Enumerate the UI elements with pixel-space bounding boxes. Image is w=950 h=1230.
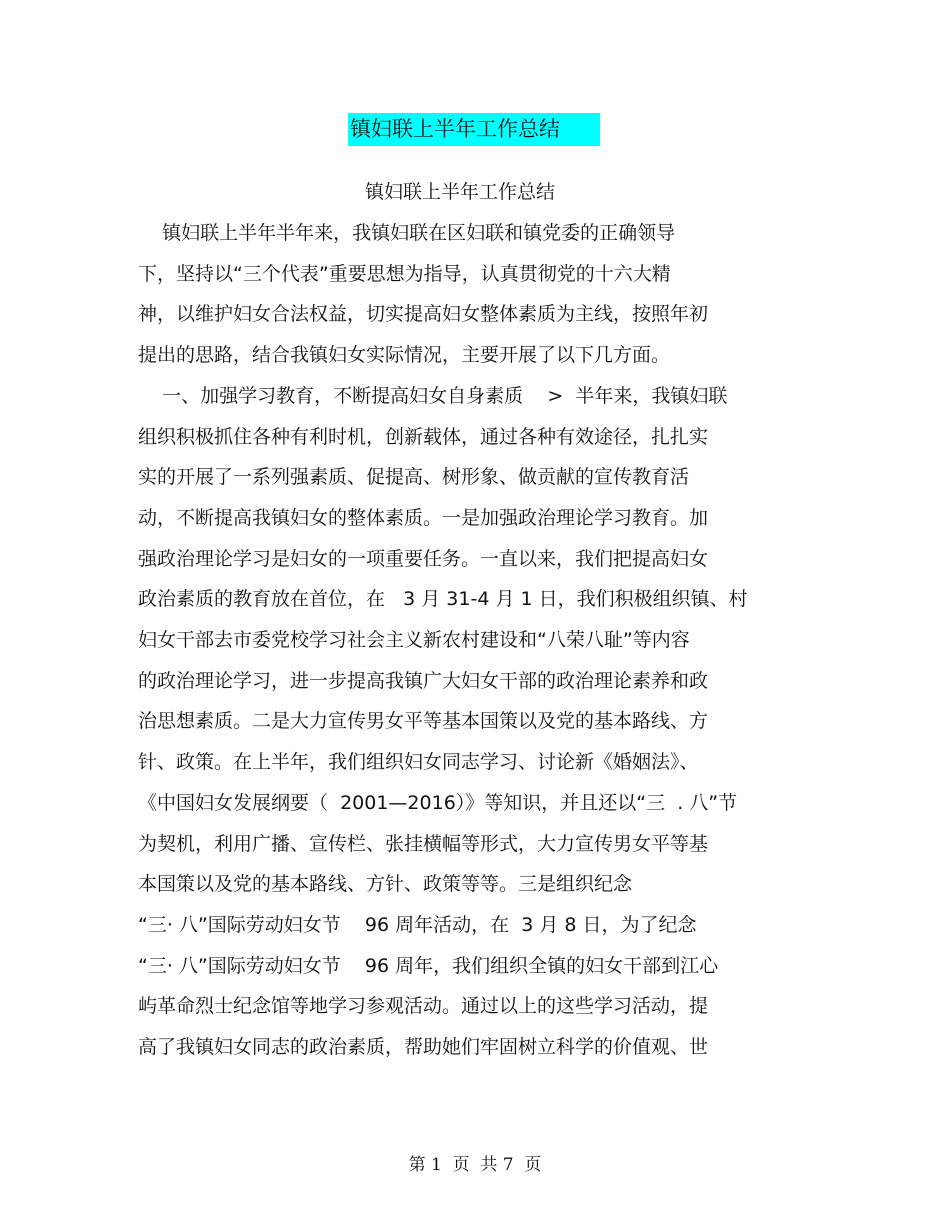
- body-line: “三· 八”国际劳动妇女节 96 周年，我们组织全镇的妇女干部到江心: [138, 955, 719, 977]
- body-line: 下，坚持以“三个代表”重要思想为指导，认真贯彻党的十六大精: [138, 263, 671, 285]
- body-line: 实的开展了一系列强素质、促提高、树形象、做贡献的宣传教育活: [138, 466, 690, 488]
- body-line: 动，不断提高我镇妇女的整体素质。一是加强政治理论学习教育。加: [138, 507, 709, 529]
- body-line: 屿革命烈士纪念馆等地学习参观活动。通过以上的这些学习活动，提: [138, 995, 709, 1017]
- body-line: 的政治理论学习，进一步提高我镇广大妇女干部的政治理论素养和政: [138, 670, 709, 692]
- document-title: 镇妇联上半年工作总结: [350, 117, 560, 141]
- body-line: 高了我镇妇女同志的政治素质，帮助她们牢固树立科学的价值观、世: [138, 1036, 709, 1058]
- body-line: “三· 八”国际劳动妇女节 96 周年活动，在 3 月 8 日，为了纪念: [138, 914, 697, 936]
- body-line: 妇女干部去市委党校学习社会主义新农村建设和“八荣八耻”等内容: [138, 629, 690, 651]
- body-line: 《中国妇女发展纲要（ 2001—2016）》等知识，并且还以“三 . 八”节: [138, 792, 738, 814]
- body-line: 政治素质的教育放在首位，在 3 月 31-4 月 1 日，我们积极组织镇、村: [138, 588, 748, 610]
- body-line: 强政治理论学习是妇女的一项重要任务。一直以来，我们把提高妇女: [138, 548, 709, 570]
- body-line: 本国策以及党的基本路线、方针、政策等等。三是组织纪念: [138, 873, 633, 895]
- body-line: 针、政策。在上半年，我们组织妇女同志学习、讨论新《婚姻法》、: [138, 751, 699, 773]
- document-subtitle: 镇妇联上半年工作总结: [365, 181, 556, 203]
- page-footer: 第 1 页 共 7 页: [408, 1155, 542, 1175]
- body-line: 为契机，利用广播、宣传栏、张挂横幅等形式，大力宣传男女平等基: [138, 833, 709, 855]
- body-line: 治思想素质。二是大力宣传男女平等基本国策以及党的基本路线、方: [138, 710, 709, 732]
- body-line: 一、加强学习教育，不断提高妇女自身素质 > 半年来，我镇妇联: [138, 385, 728, 407]
- body-line: 神，以维护妇女合法权益，切实提高妇女整体素质为主线，按照年初: [138, 303, 709, 325]
- body-line: 镇妇联上半年半年来，我镇妇联在区妇联和镇党委的正确领导: [138, 222, 676, 244]
- body-line: 提出的思路，结合我镇妇女实际情况，主要开展了以下几方面。: [138, 344, 671, 366]
- body-line: 组织积极抓住各种有利时机，创新载体，通过各种有效途径，扎扎实: [138, 426, 709, 448]
